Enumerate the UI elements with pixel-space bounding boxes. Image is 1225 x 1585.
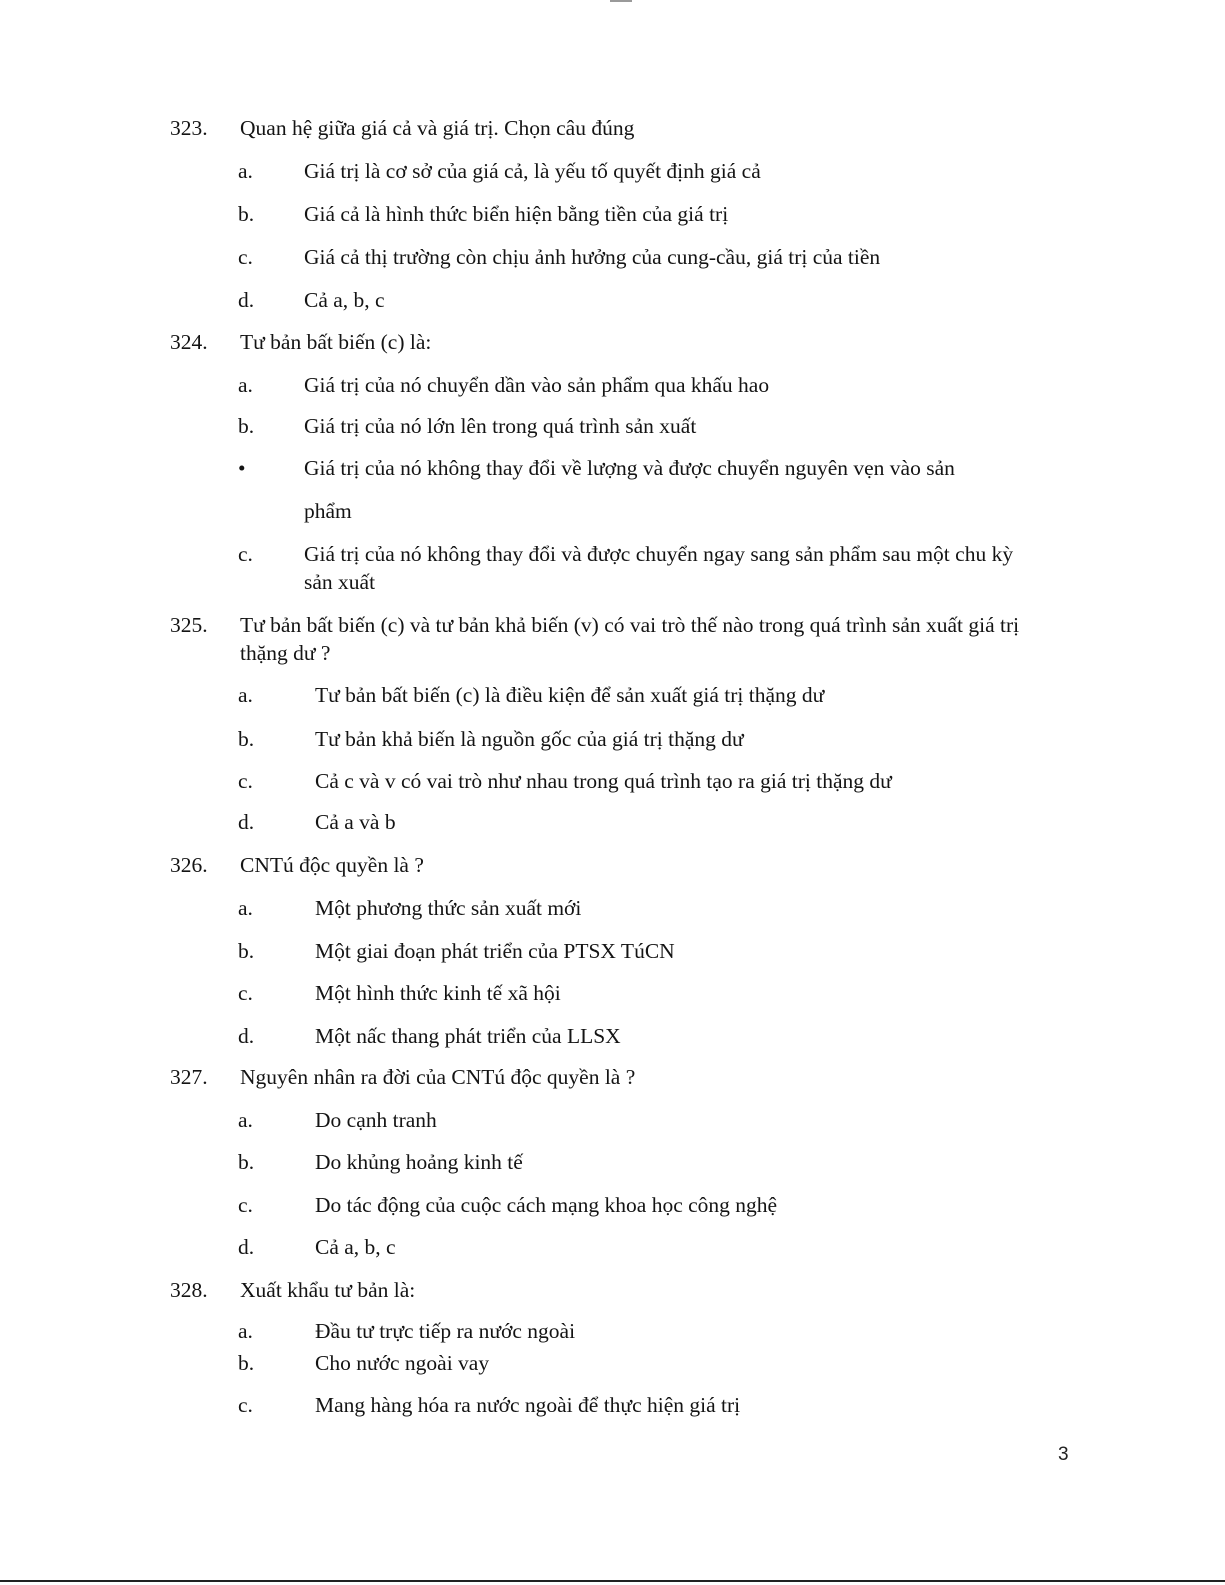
question-text: Quan hệ giữa giá cả và giá trị. Chọn câu đúng — [240, 116, 635, 140]
option-label: c. — [238, 769, 253, 793]
question-number: 327. — [170, 1065, 208, 1089]
option-text: Một nấc thang phát triển của LLSX — [315, 1024, 621, 1048]
option-text: Cả a, b, c — [304, 288, 385, 312]
option-text: Giá cả thị trường còn chịu ảnh hưởng của cung-cầu, giá trị của tiền — [304, 245, 881, 269]
option-text: Giá trị của nó không thay đổi về lượng và được chuyển nguyên vẹn vào sản — [304, 456, 955, 480]
page-number: 3 — [1058, 1444, 1069, 1465]
option-text-continued: phẩm — [304, 499, 352, 523]
option-label: a. — [238, 1108, 253, 1132]
top-edge-mark — [610, 0, 632, 2]
option-label: b. — [238, 414, 255, 438]
option-text: Mang hàng hóa ra nước ngoài để thực hiện giá trị — [315, 1393, 741, 1417]
option-label: d. — [238, 1235, 255, 1259]
bottom-divider — [0, 1580, 1225, 1582]
option-label: b. — [238, 939, 255, 963]
question-text: Tư bản bất biến (c) và tư bản khả biến (v) có vai trò thế nào trong quá trình sản xuất giá trị — [240, 613, 1020, 637]
option-text: Cả a và b — [315, 810, 396, 834]
option-label: b. — [238, 1150, 255, 1174]
question-text: Xuất khẩu tư bản là: — [240, 1278, 416, 1302]
option-text: Giá trị của nó chuyển dần vào sản phẩm qua khấu hao — [304, 373, 770, 397]
option-text: Đầu tư trực tiếp ra nước ngoài — [315, 1319, 576, 1343]
option-label: a. — [238, 1319, 253, 1343]
option-label: a. — [238, 896, 253, 920]
option-text-continued: sản xuất — [304, 570, 376, 594]
option-label: d. — [238, 810, 255, 834]
option-text: Do khủng hoảng kinh tế — [315, 1150, 523, 1174]
option-label: d. — [238, 288, 255, 312]
option-text: Giá cả là hình thức biển hiện bằng tiền của giá trị — [304, 202, 729, 226]
option-label: b. — [238, 727, 255, 751]
option-label: a. — [238, 683, 253, 707]
question-text: Tư bản bất biến (c) là: — [240, 330, 432, 354]
question-number: 328. — [170, 1278, 208, 1302]
question-text-continued: thặng dư ? — [240, 641, 331, 665]
option-label: c. — [238, 1393, 253, 1417]
question-number: 326. — [170, 853, 208, 877]
option-label: c. — [238, 981, 253, 1005]
option-text: Một giai đoạn phát triển của PTSX TúCN — [315, 939, 675, 963]
option-label: c. — [238, 1193, 253, 1217]
option-label: a. — [238, 373, 253, 397]
question-text: Nguyên nhân ra đời của CNTú độc quyền là ? — [240, 1065, 636, 1089]
option-text: Cả c và v có vai trò như nhau trong quá trình tạo ra giá trị thặng dư — [315, 769, 892, 793]
option-label: c. — [238, 245, 253, 269]
option-text: Cho nước ngoài vay — [315, 1351, 490, 1375]
question-number: 325. — [170, 613, 208, 637]
question-text: CNTú độc quyền là ? — [240, 853, 424, 877]
option-text: Giá trị của nó không thay đổi và được chuyển ngay sang sản phẩm sau một chu kỳ — [304, 542, 1014, 566]
option-text: Do tác động của cuộc cách mạng khoa học công nghệ — [315, 1193, 778, 1217]
bullet-icon: • — [238, 456, 246, 480]
option-label: a. — [238, 159, 253, 183]
option-text: Giá trị của nó lớn lên trong quá trình sản xuất — [304, 414, 697, 438]
option-text: Tư bản bất biến (c) là điều kiện để sản xuất giá trị thặng dư — [315, 683, 825, 707]
option-text: Cả a, b, c — [315, 1235, 396, 1259]
question-number: 323. — [170, 116, 208, 140]
question-number: 324. — [170, 330, 208, 354]
option-label: c. — [238, 542, 253, 566]
option-text: Giá trị là cơ sở của giá cả, là yếu tố quyết định giá cả — [304, 159, 761, 183]
option-label: b. — [238, 1351, 255, 1375]
option-label: b. — [238, 202, 255, 226]
option-label: d. — [238, 1024, 255, 1048]
option-text: Do cạnh tranh — [315, 1108, 437, 1132]
option-text: Tư bản khả biến là nguồn gốc của giá trị thặng dư — [315, 727, 744, 751]
option-text: Một phương thức sản xuất mới — [315, 896, 582, 920]
option-text: Một hình thức kinh tế xã hội — [315, 981, 561, 1005]
